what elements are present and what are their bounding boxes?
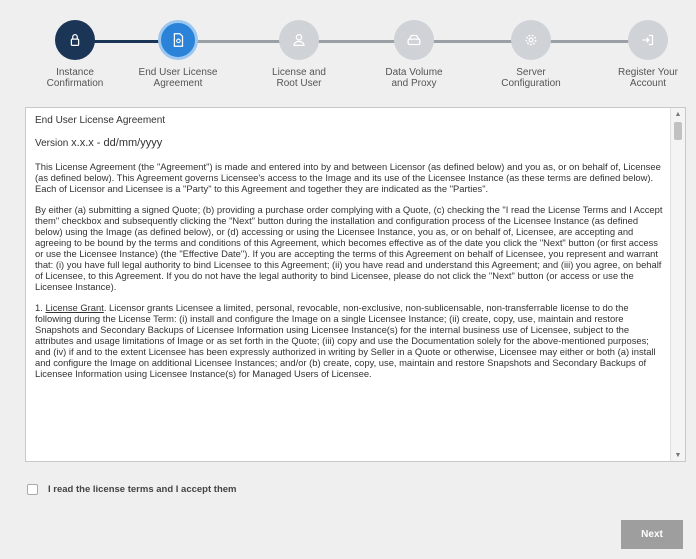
step-circle: [511, 20, 551, 60]
drive-icon: [405, 31, 423, 49]
step-label: Register Your Account: [617, 67, 679, 89]
step-label: License and Root User: [272, 67, 326, 89]
license-scrollbar[interactable]: [670, 108, 685, 461]
step-label: Instance Confirmation: [46, 67, 104, 89]
step-circle: [158, 20, 198, 60]
license-paragraph: This License Agreement (the "Agreement") is made and entered into by and between Licensor (as defined below) and you as, or on behalf of, Licensee (as defined below). This Agreement governs Licensee's access to the Image and its use of the Licensee Instance (as these terms are defined below). Each of Licensor and Licensee is a "Party" to this Agreement and together they are indicated as the "Parties".: [35, 161, 661, 194]
accept-terms[interactable]: [27, 484, 237, 495]
step-server-configuration[interactable]: [471, 20, 591, 89]
section-heading: License Grant: [45, 302, 104, 313]
gear-icon: [522, 31, 540, 49]
step-register-your-account[interactable]: [588, 20, 696, 89]
step-circle: [55, 20, 95, 60]
step-label: Data Volume and Proxy: [385, 67, 443, 89]
user-icon: [290, 31, 308, 49]
accept-terms-checkbox[interactable]: [27, 484, 38, 495]
scroll-up-arrow-icon[interactable]: ▲: [674, 110, 682, 118]
license-title: End User License Agreement: [35, 115, 166, 126]
register-icon: [639, 31, 657, 49]
license-paragraph: By either (a) submitting a signed Quote; (b) providing a purchase order complying with a Quote, (c) checking the "I read the License Terms and I Accept them" checkbox and subsequently clicking the "Next" button during the installation and configuration process of the Licensee Instance (as defined below) using the Image (as defined below), or (d) accessing or using the Licensee Instance, you as, or on behalf of, Licensee, are accepting and agreeing to be bound by the terms and conditions of this Agreement, which becomes effective as of the date you click the "Next" button (or first access or use the Licensee Instance) (the "Effective Date"). If you are accepting the terms of this Agreement on behalf of Licensee, you represent and warrant that: (i) you have full legal authority to bind Licensee to this Agreement; (ii) you have read and understand this Agreement; and (iii) you agree, on behalf of Licensee, to this Agreement. If you do not have the legal authority to bind Licensee, please do not click the "Next" button (or access or use the Licensee Instance).: [35, 204, 663, 292]
step-circle: [628, 20, 668, 60]
wizard-stepper: [0, 0, 696, 100]
lock-icon: [66, 31, 84, 49]
step-end-user-license-agreement[interactable]: [118, 20, 238, 89]
accept-terms-label[interactable]: I read the license terms and I accept them: [48, 484, 237, 495]
step-circle: [394, 20, 434, 60]
step-license-and-root-user[interactable]: [239, 20, 359, 89]
license-version: Version x.x.x - dd/mm/yyyy: [35, 137, 163, 149]
scroll-thumb[interactable]: [674, 122, 682, 140]
license-paragraph: 1. License Grant. Licensor grants Licensee a limited, personal, revocable, non-exclusive, non-sublicensable, non-transferrable license to do the following during the License Term: (i) install and configure the Image on a single Licensee Instance; (ii) create, copy, use, maintain and restore Snapshots and Secondary Backups of Licensee Information using Licensee Instance(s) for the internal business use of Licensee, subject to the attributes and usage limitations of Image or as set forth in the Quote; (iii) copy and use the Documentation solely for the above-mentioned purposes; and (iv) if and to the extent Licensee has been expressly authorized in writing by Seller in a Quote or otherwise, Licensee may either or both (a) install and configure the Image on additional Licensee Instances; and/or (b) create, copy, use, maintain and restore Snapshots and Secondary Backups of Licensee Information using Licensee Instance(s) for Managed Users of Licensee.: [35, 302, 656, 379]
license-panel[interactable]: [25, 107, 686, 462]
step-label: End User License Agreement: [138, 67, 218, 89]
next-button[interactable]: Next: [621, 520, 683, 549]
step-instance-confirmation[interactable]: [15, 20, 135, 89]
step-circle: [279, 20, 319, 60]
document-icon: [169, 31, 187, 49]
step-label: Server Configuration: [501, 67, 561, 89]
scroll-down-arrow-icon[interactable]: ▼: [674, 451, 682, 459]
step-data-volume-and-proxy[interactable]: [354, 20, 474, 89]
license-text: [35, 112, 665, 457]
